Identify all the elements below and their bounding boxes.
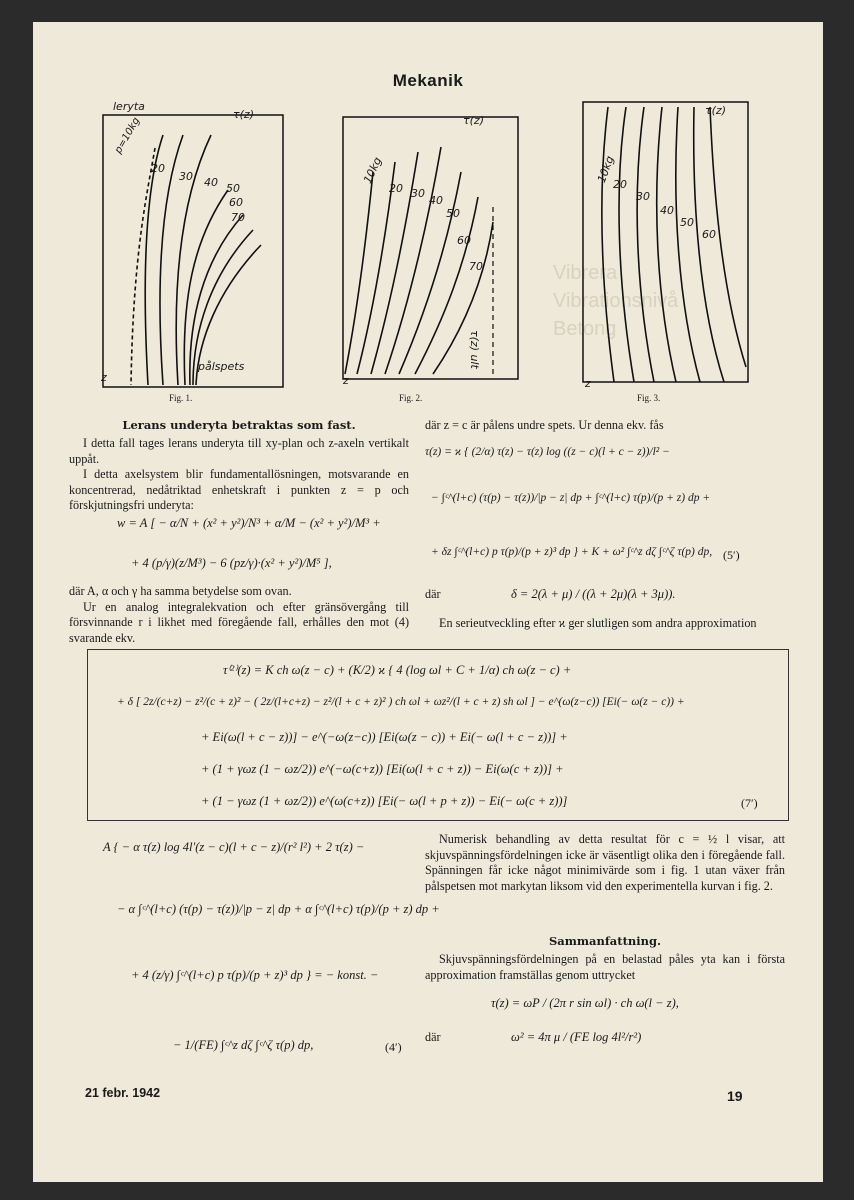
fig2-axis-z: z (343, 374, 349, 387)
page-number: 19 (727, 1088, 743, 1104)
where-label: där (425, 1030, 441, 1044)
paragraph: En serieutveckling efter ϰ ger slutligen som andra approximation (439, 616, 757, 630)
equation-number: (7′) (741, 796, 758, 810)
right-intro: där z = c är pålens undre spets. Ur denna ekv. fås (425, 418, 664, 432)
fig1-axis-z: z (101, 371, 107, 384)
equation-4-line3: + 4 (z/γ) ∫ᶜ^(l+c) p τ(p)/(p + z)³ dp } = − konst. − (131, 968, 379, 982)
equation-5-line2: − ∫ᶜ^(l+c) (τ(p) − τ(z))/|p − z| dp + ∫ᶜ^(l+c) τ(p)/(p + z) dp + (431, 492, 711, 504)
equation-5-line3: + δz ∫ᶜ^(l+c) p τ(p)/(p + z)³ dp } + K + ω² ∫ᶜ^z dζ ∫ᶜ^ζ τ(p) dp, (431, 546, 713, 558)
paragraph: I detta axelsystem blir fundamentallösningen, motsvarande en koncentrerad, nedåtriktad enhetskraft i punkten z = p och förskjutningsfri underyta: (69, 467, 409, 513)
fig1-label-leryta: leryta (113, 100, 145, 113)
fig1-curve-label: 60 (229, 196, 243, 209)
fig1-caption: Fig. 1. (169, 393, 193, 403)
fig3-curve-label: 40 (660, 204, 674, 217)
paragraph: Ur en analog integralekvation och efter gränsövergång till försvinnande r i likhet med föregående fall, erhålles den mot (4) svarande ekv. (69, 599, 409, 645)
equation-w-line1: w = A [ − α/N + (x² + y²)/N³ + α/M − (x² + y²)/M³ + (117, 516, 381, 530)
fig2-label-ult: τ(z) ult (468, 330, 481, 369)
show-through-text: Vibrationsnivå (553, 290, 679, 312)
fig3-axis-z: z (585, 377, 591, 390)
summary-heading: Sammanfattning. (548, 934, 662, 948)
fig2-caption: Fig. 2. (399, 393, 423, 403)
fig1-curve-label-first: p=10kg (113, 115, 143, 156)
show-through-text: Betong (553, 318, 617, 340)
fig3-label-tau: τ(z) (705, 104, 726, 117)
boxed-line-5: + (1 − γωz (1 + ωz/2)) e^(ω(c+z)) [Ei(− ω(l + p + z)) − Ei(− ω(c + z))] (201, 794, 568, 808)
equation-delta: δ = 2(λ + μ) / ((λ + 2μ)(λ + 3μ)). (511, 587, 676, 601)
fig2-curve-label: 50 (446, 207, 460, 220)
equation-omega: ω² = 4π μ / (FE log 4l²/r²) (511, 1030, 642, 1044)
equation-number: (4′) (385, 1040, 402, 1054)
numerical-paragraph (425, 832, 785, 894)
fig1-curve-label: 70 (231, 211, 245, 224)
equation-5-line1: τ(z) = ϰ { (2/α) τ(z) − τ(z) log ((z − c)(l + c − z))/l² − (425, 446, 670, 458)
left-text-block (69, 436, 409, 514)
paragraph: där A, α och γ ha samma betydelse som ovan. (69, 584, 292, 598)
fig1-label-palspets: pålspets (198, 360, 245, 373)
equation-4-line2: − α ∫ᶜ^(l+c) (τ(p) − τ(z))/|p − z| dp + α ∫ᶜ^(l+c) τ(p)/(p + z) dp + (117, 902, 440, 916)
boxed-line-2: + δ [ 2z/(c+z) − z²/(c + z)² − ( 2z/(l+c+z) − z²/(l + c + z)² ) ch ωl + ωz²/(l + c + z) sh ωl ] − e^(ω(z−c)) [Ei(− ω(z − c)) + (117, 696, 685, 708)
journal-page (33, 22, 823, 1182)
fig2-label-tau: τ(z) (463, 114, 484, 127)
footer-date: 21 febr. 1942 (85, 1086, 161, 1100)
fig3-curve-label: 60 (702, 228, 716, 241)
fig1-curve-label: 40 (204, 176, 218, 189)
right-text-block (425, 616, 785, 632)
boxed-line-4: + (1 + γωz (1 − ωz/2)) e^(−ω(c+z)) [Ei(ω(l + c + z)) − Ei(ω(c + z))] + (201, 762, 564, 776)
paragraph: Numerisk behandling av detta resultat för c = ½ l visar, att skjuvspänningsfördelningen icke är väsentligt olika den i föregående fall. Spänningen får icke något minimivärde som i fig. 1 utan växer från pålspetsen mot markytan liksom vid den experimentella kurvan i fig. 2. (425, 832, 785, 893)
boxed-line-3: + Ei(ω(l + c − z))] − e^(−ω(z−c)) [Ei(ω(z − c)) + Ei(− ω(l + c − z))] + (201, 730, 568, 744)
boxed-line-1: τ⁽²⁾(z) = K ch ω(z − c) + (K/2) ϰ { 4 (log ωl + C + 1/α) ch ω(z − c) + (223, 663, 572, 677)
show-through-text: Vibrera (553, 262, 618, 284)
fig1-curve-label: 20 (151, 162, 165, 175)
where-label: där (425, 587, 441, 601)
paragraph: Skjuvspänningsfördelningen på en belastad påles yta kan i första approximation framställas genom uttrycket (425, 952, 785, 982)
fig2-curve-label: 40 (429, 194, 443, 207)
equation-tau-summary: τ(z) = ωP / (2π r sin ωl) · ch ω(l − z), (491, 996, 679, 1010)
fig3-caption: Fig. 3. (637, 393, 661, 403)
left-text-block-2 (69, 584, 409, 646)
fig1-curve-label: 30 (179, 170, 193, 183)
equation-4-line4: − 1/(FE) ∫ᶜ^z dζ ∫ᶜ^ζ τ(p) dp, (173, 1038, 314, 1052)
fig1-label-tau: τ(z) (233, 108, 254, 121)
fig3-curve-label-first: 10kg (595, 154, 617, 185)
fig3-curve-label: 20 (613, 178, 627, 191)
section-heading: Lerans underyta betraktas som fast. (122, 418, 356, 432)
fig3-curve-label: 50 (680, 216, 694, 229)
fig2-curve-label: 30 (411, 187, 425, 200)
summary-paragraph (425, 952, 785, 983)
page-header: Mekanik (392, 71, 464, 90)
fig2-curve-label: 60 (457, 234, 471, 247)
fig2-curve-label: 70 (469, 260, 483, 273)
equation-number: (5′) (723, 548, 740, 562)
equation-4-line1: A { − α τ(z) log 4l′(z − c)(l + c − z)/(r² l²) + 2 τ(z) − (103, 840, 365, 854)
figure-3 (578, 97, 753, 387)
fig2-curve-label: 20 (389, 182, 403, 195)
equation-w-line2: + 4 (p/γ)(z/M³) − 6 (pz/γ)·(x² + y²)/M⁵ ], (131, 556, 332, 570)
paragraph: I detta fall tages lerans underyta till xy-plan och z-axeln vertikalt uppåt. (69, 436, 409, 466)
fig2-curve-label-first: 10kg (361, 155, 385, 186)
fig1-curve-label: 50 (226, 182, 240, 195)
figure-2 (333, 112, 528, 387)
fig3-curve-label: 30 (636, 190, 650, 203)
